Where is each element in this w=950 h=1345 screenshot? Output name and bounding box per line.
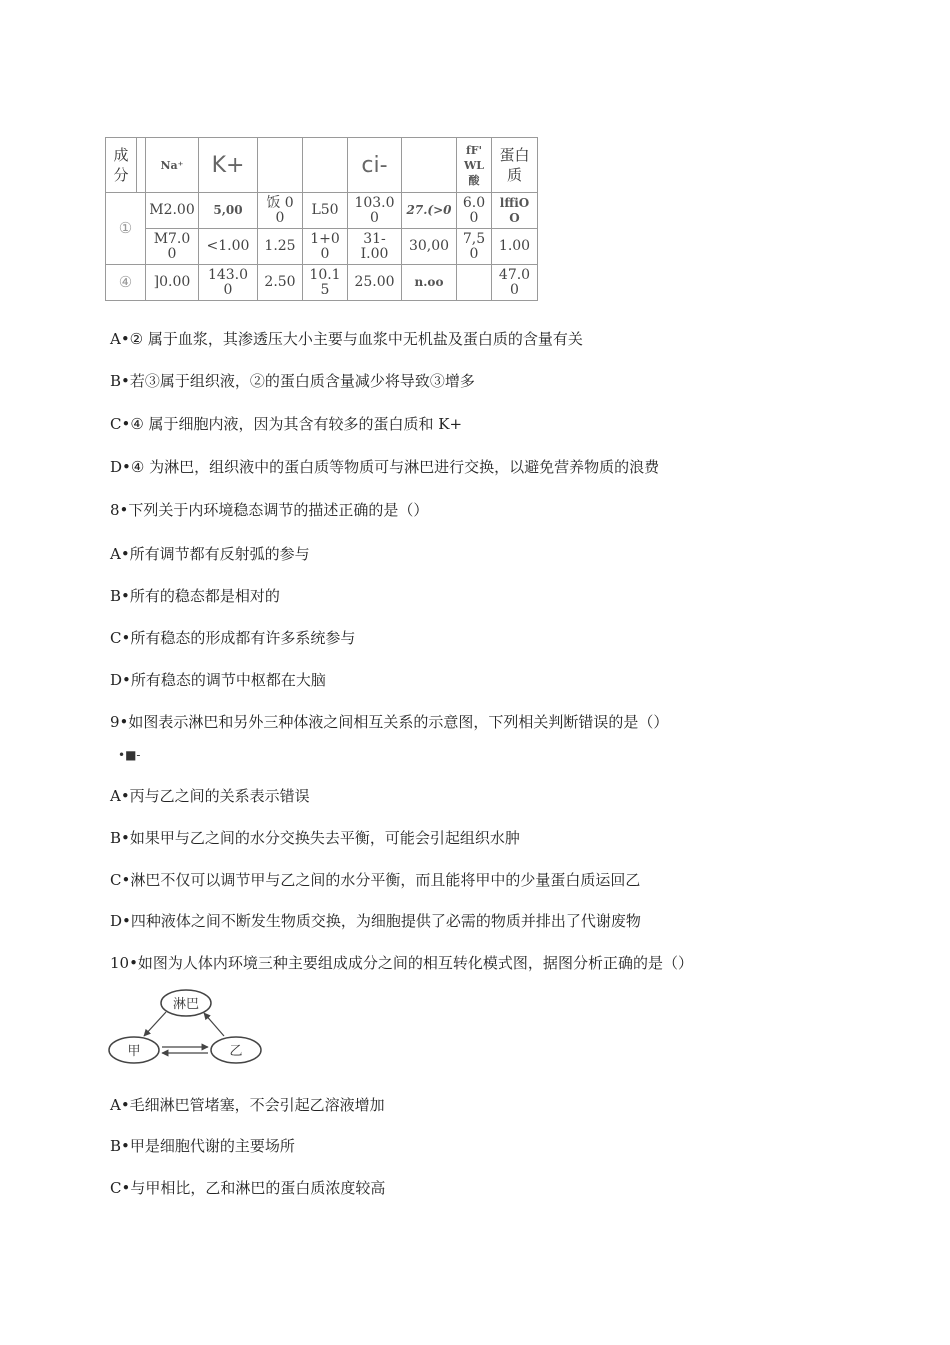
q10-option-a: A•毛细淋巴管堵塞，不会引起乙溶液增加 xyxy=(110,1096,385,1114)
q7-option-d: D•④ 为淋巴，组织液中的蛋白质等物质可与淋巴进行交换，以避免营养物质的浪费 xyxy=(110,458,660,476)
table-cell: 103.0 0 xyxy=(348,193,402,229)
body-fluid-diagram xyxy=(108,988,264,1064)
table-cell xyxy=(457,265,492,301)
q8-option-a: A•所有调节都有反射弧的参与 xyxy=(110,545,310,563)
q9-option-c: C•淋巴不仅可以调节甲与乙之间的水分平衡，而且能将甲中的少量蛋白质运回乙 xyxy=(110,871,641,889)
table-row xyxy=(106,193,538,229)
row-label: ① xyxy=(106,193,146,265)
table-cell: 1+0 0 xyxy=(303,229,348,265)
table-cell: 25.00 xyxy=(348,265,402,301)
table-cell: 1.00 xyxy=(492,229,538,265)
table-cell: lffiO O xyxy=(492,193,538,229)
header-cell-component: 成 分 xyxy=(106,138,137,193)
table-cell: 143.0 0 xyxy=(199,265,258,301)
yi-node-label: 乙 xyxy=(229,1044,243,1059)
q9-question: 9•如图表示淋巴和另外三种体液之间相互关系的示意图，下列相关判断错误的是（） xyxy=(110,713,669,731)
header-cell-protein: 蛋白 质 xyxy=(492,138,538,193)
jia-node-label: 甲 xyxy=(127,1044,141,1059)
table-cell: 27.(>0 xyxy=(402,193,457,229)
header-cell-3 xyxy=(258,138,303,193)
q10-question: 10•如图为人体内环境三种主要组成成分之间的相互转化模式图，据图分析正确的是（） xyxy=(110,954,693,972)
q8-option-c: C•所有稳态的形成都有许多系统参与 xyxy=(110,629,356,647)
q7-option-b: B•若③属于组织液，②的蛋白质含量减少将导致③增多 xyxy=(110,372,475,390)
table-cell: 6.0 0 xyxy=(457,193,492,229)
q9-option-d: D•四种液体之间不断发生物质交换，为细胞提供了必需的物质并排出了代谢废物 xyxy=(110,912,641,930)
lymph-node-label: 淋巴 xyxy=(172,997,200,1012)
table-cell: ]0.00 xyxy=(146,265,199,301)
arrow-yi-to-lymph xyxy=(204,1013,224,1036)
table-cell: n.oo xyxy=(402,265,457,301)
row-label: ④ xyxy=(106,265,146,301)
table-row xyxy=(106,229,538,265)
q9-option-b: B•如果甲与乙之间的水分交换失去平衡，可能会引起组织水肿 xyxy=(110,829,520,847)
q10-option-c: C•与甲相比，乙和淋巴的蛋白质浓度较高 xyxy=(110,1179,386,1197)
header-cell-acid: fF' WL 酸 xyxy=(457,138,492,193)
table-row xyxy=(106,265,538,301)
table-cell: 2.50 xyxy=(258,265,303,301)
table-cell: L50 xyxy=(303,193,348,229)
table-cell: 7,5 0 xyxy=(457,229,492,265)
q9-option-a: A•丙与乙之间的关系表示错误 xyxy=(110,787,310,805)
q8-option-b: B•所有的稳态都是相对的 xyxy=(110,587,280,605)
header-cell-6 xyxy=(402,138,457,193)
arrow-lymph-to-jia xyxy=(144,1012,166,1036)
table-cell: 31- I.00 xyxy=(348,229,402,265)
q10-option-b: B•甲是细胞代谢的主要场所 xyxy=(110,1137,295,1155)
q7-option-a: A•② 属于血浆，其渗透压大小主要与血浆中无机盐及蛋白质的含量有关 xyxy=(110,330,583,348)
header-cell-cl: ci- xyxy=(348,138,402,193)
q7-option-c: C•④ 属于细胞内液，因为其含有较多的蛋白质和 K+ xyxy=(110,415,463,433)
table-cell: 饭 0 0 xyxy=(258,193,303,229)
header-cell-spacer xyxy=(137,138,146,193)
table-cell: M7.0 0 xyxy=(146,229,199,265)
table-cell: M2.00 xyxy=(146,193,199,229)
table-cell: 10.1 5 xyxy=(303,265,348,301)
q9-figure-placeholder: •■- xyxy=(118,748,141,762)
composition-table xyxy=(105,137,538,301)
header-cell-na: Na⁺ xyxy=(146,138,199,193)
header-cell-k: K+ xyxy=(199,138,258,193)
table-header-row xyxy=(106,138,538,193)
table-cell: <1.00 xyxy=(199,229,258,265)
q8-option-d: D•所有稳态的调节中枢都在大脑 xyxy=(110,671,326,689)
q8-question: 8•下列关于内环境稳态调节的描述正确的是（） xyxy=(110,501,429,519)
table-cell: 1.25 xyxy=(258,229,303,265)
header-cell-4 xyxy=(303,138,348,193)
table-cell: 5,00 xyxy=(199,193,258,229)
table-cell: 30,00 xyxy=(402,229,457,265)
table-cell: 47.0 0 xyxy=(492,265,538,301)
